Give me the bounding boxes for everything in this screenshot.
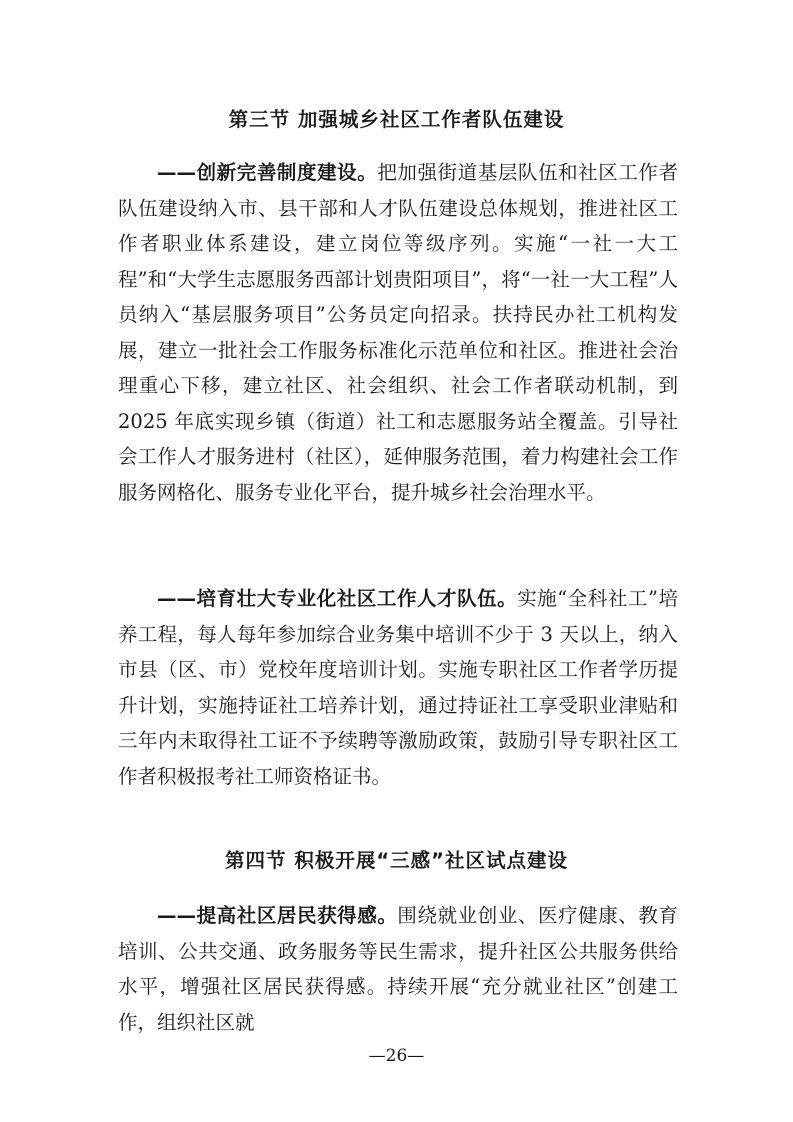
section-3-paragraph-2 <box>118 581 678 794</box>
page-number: —26— <box>368 1046 425 1066</box>
paragraph-lead: ——创新完善制度建设。 <box>157 161 378 184</box>
paragraph-body: 把加强街道基层队伍和社区工作者队伍建设纳入市、县干部和人才队伍建设总体规划，推进社区工作者职业体系建设，建立岗位等级序列。实施“一社一大工程”和“大学生志愿服务西部计划贵阳项目”，将“一社一大工程”人员纳入“基层服务项目”公务员定向招录。扶持民办社工机构发展，建立一批社会工作服务标准化示范单位和社区。推进社会治理重心下移，建立社区、社会组织、社会工作者联动机制，到 2025 年底实现乡镇（街道）社工和志愿服务站全覆盖。引导社会工作人才服务进村（社区），延伸服务范围，着力构建社会工作服务网格化、服务专业化平台，提升城乡社会治理水平。 <box>118 161 678 504</box>
paragraph-body: 围绕就业创业、医疗健康、教育培训、公共交通、政务服务等民生需求，提升社区公共服务供给水平，增强社区居民获得感。持续开展“充分就业社区”创建工作，组织社区就 <box>118 904 678 1034</box>
section-4-paragraph-1 <box>118 898 678 1040</box>
paragraph-lead: ——提高社区居民获得感。 <box>157 904 398 927</box>
section-3-paragraph-1 <box>118 155 678 510</box>
section-3-heading: 第三节 加强城乡社区工作者队伍建设 <box>228 108 565 131</box>
paragraph-body: 实施“全科社工”培养工程，每人每年参加综合业务集中培训不少于 3 天以上，纳入市县（区、市）党校年度培训计划。实施专职社区工作者学历提升计划，实施持证社工培养计划，通过持证社工享受职业津贴和三年内未取得社工证不予续聘等激励政策，鼓励引导专职社区工作者积极报考社工师资格证书。 <box>118 587 678 788</box>
paragraph-lead: ——培育壮大专业化社区工作人才队伍。 <box>157 587 518 610</box>
section-4-heading: 第四节 积极开展“三感”社区试点建设 <box>225 849 568 872</box>
